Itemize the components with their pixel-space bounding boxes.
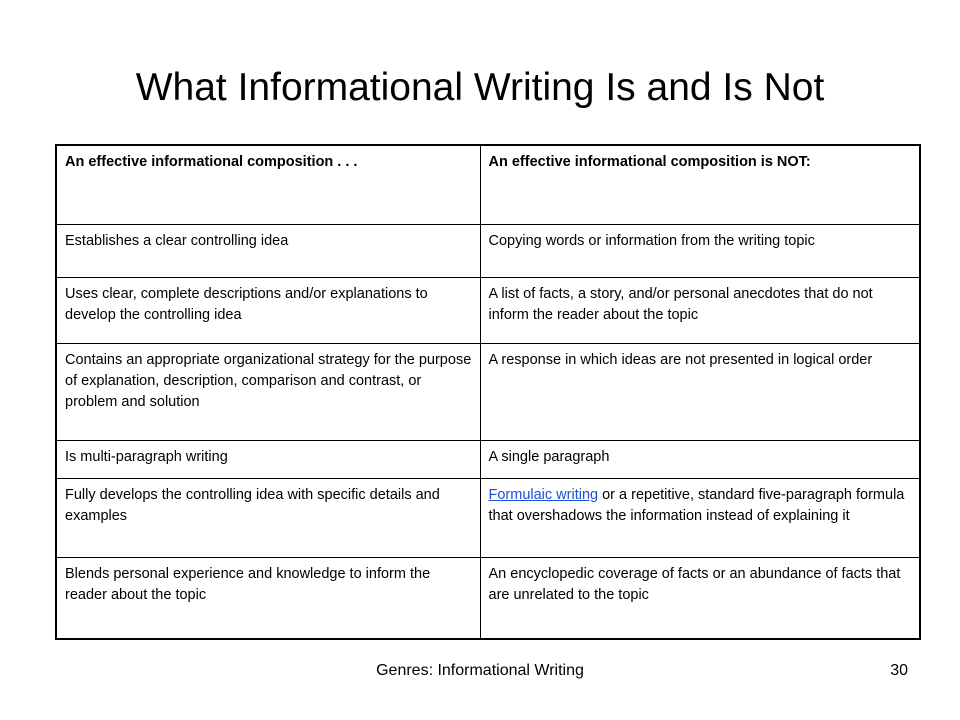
table-row bbox=[56, 224, 920, 277]
is-cell: Uses clear, complete descriptions and/or explanations to develop the controlling idea bbox=[56, 277, 480, 343]
is-cell: Fully develops the controlling idea with specific details and examples bbox=[56, 478, 480, 557]
table-header-row bbox=[56, 145, 920, 224]
is-cell: Is multi-paragraph writing bbox=[56, 440, 480, 478]
header-is-not: An effective informational composition is NOT: bbox=[480, 145, 920, 224]
table-row bbox=[56, 277, 920, 343]
is-cell: Establishes a clear controlling idea bbox=[56, 224, 480, 277]
header-is: An effective informational composition . . . bbox=[56, 145, 480, 224]
table-row bbox=[56, 478, 920, 557]
page-title: What Informational Writing Is and Is Not bbox=[135, 66, 825, 109]
table-row bbox=[56, 343, 920, 440]
is-not-cell: Copying words or information from the writing topic bbox=[480, 224, 920, 277]
comparison-table bbox=[55, 144, 921, 640]
is-cell: Blends personal experience and knowledge to inform the reader about the topic bbox=[56, 557, 480, 639]
is-not-cell: A single paragraph bbox=[480, 440, 920, 478]
table-row bbox=[56, 557, 920, 639]
is-not-cell: A response in which ideas are not presented in logical order bbox=[480, 343, 920, 440]
footer-title: Genres: Informational Writing bbox=[376, 662, 584, 679]
is-not-cell bbox=[480, 478, 920, 557]
is-cell: Contains an appropriate organizational strategy for the purpose of explanation, description, comparison and contrast, or problem and solution bbox=[56, 343, 480, 440]
table-row bbox=[56, 440, 920, 478]
is-not-cell-text: or a repetitive, standard five-paragraph formula that overshadows the information instead of explaining it bbox=[488, 486, 905, 524]
is-not-cell: An encyclopedic coverage of facts or an abundance of facts that are unrelated to the topic bbox=[480, 557, 920, 639]
formulaic-writing-link[interactable]: Formulaic writing bbox=[488, 486, 599, 503]
is-not-cell: A list of facts, a story, and/or personal anecdotes that do not inform the reader about the topic bbox=[480, 277, 920, 343]
page-number: 30 bbox=[890, 662, 908, 679]
